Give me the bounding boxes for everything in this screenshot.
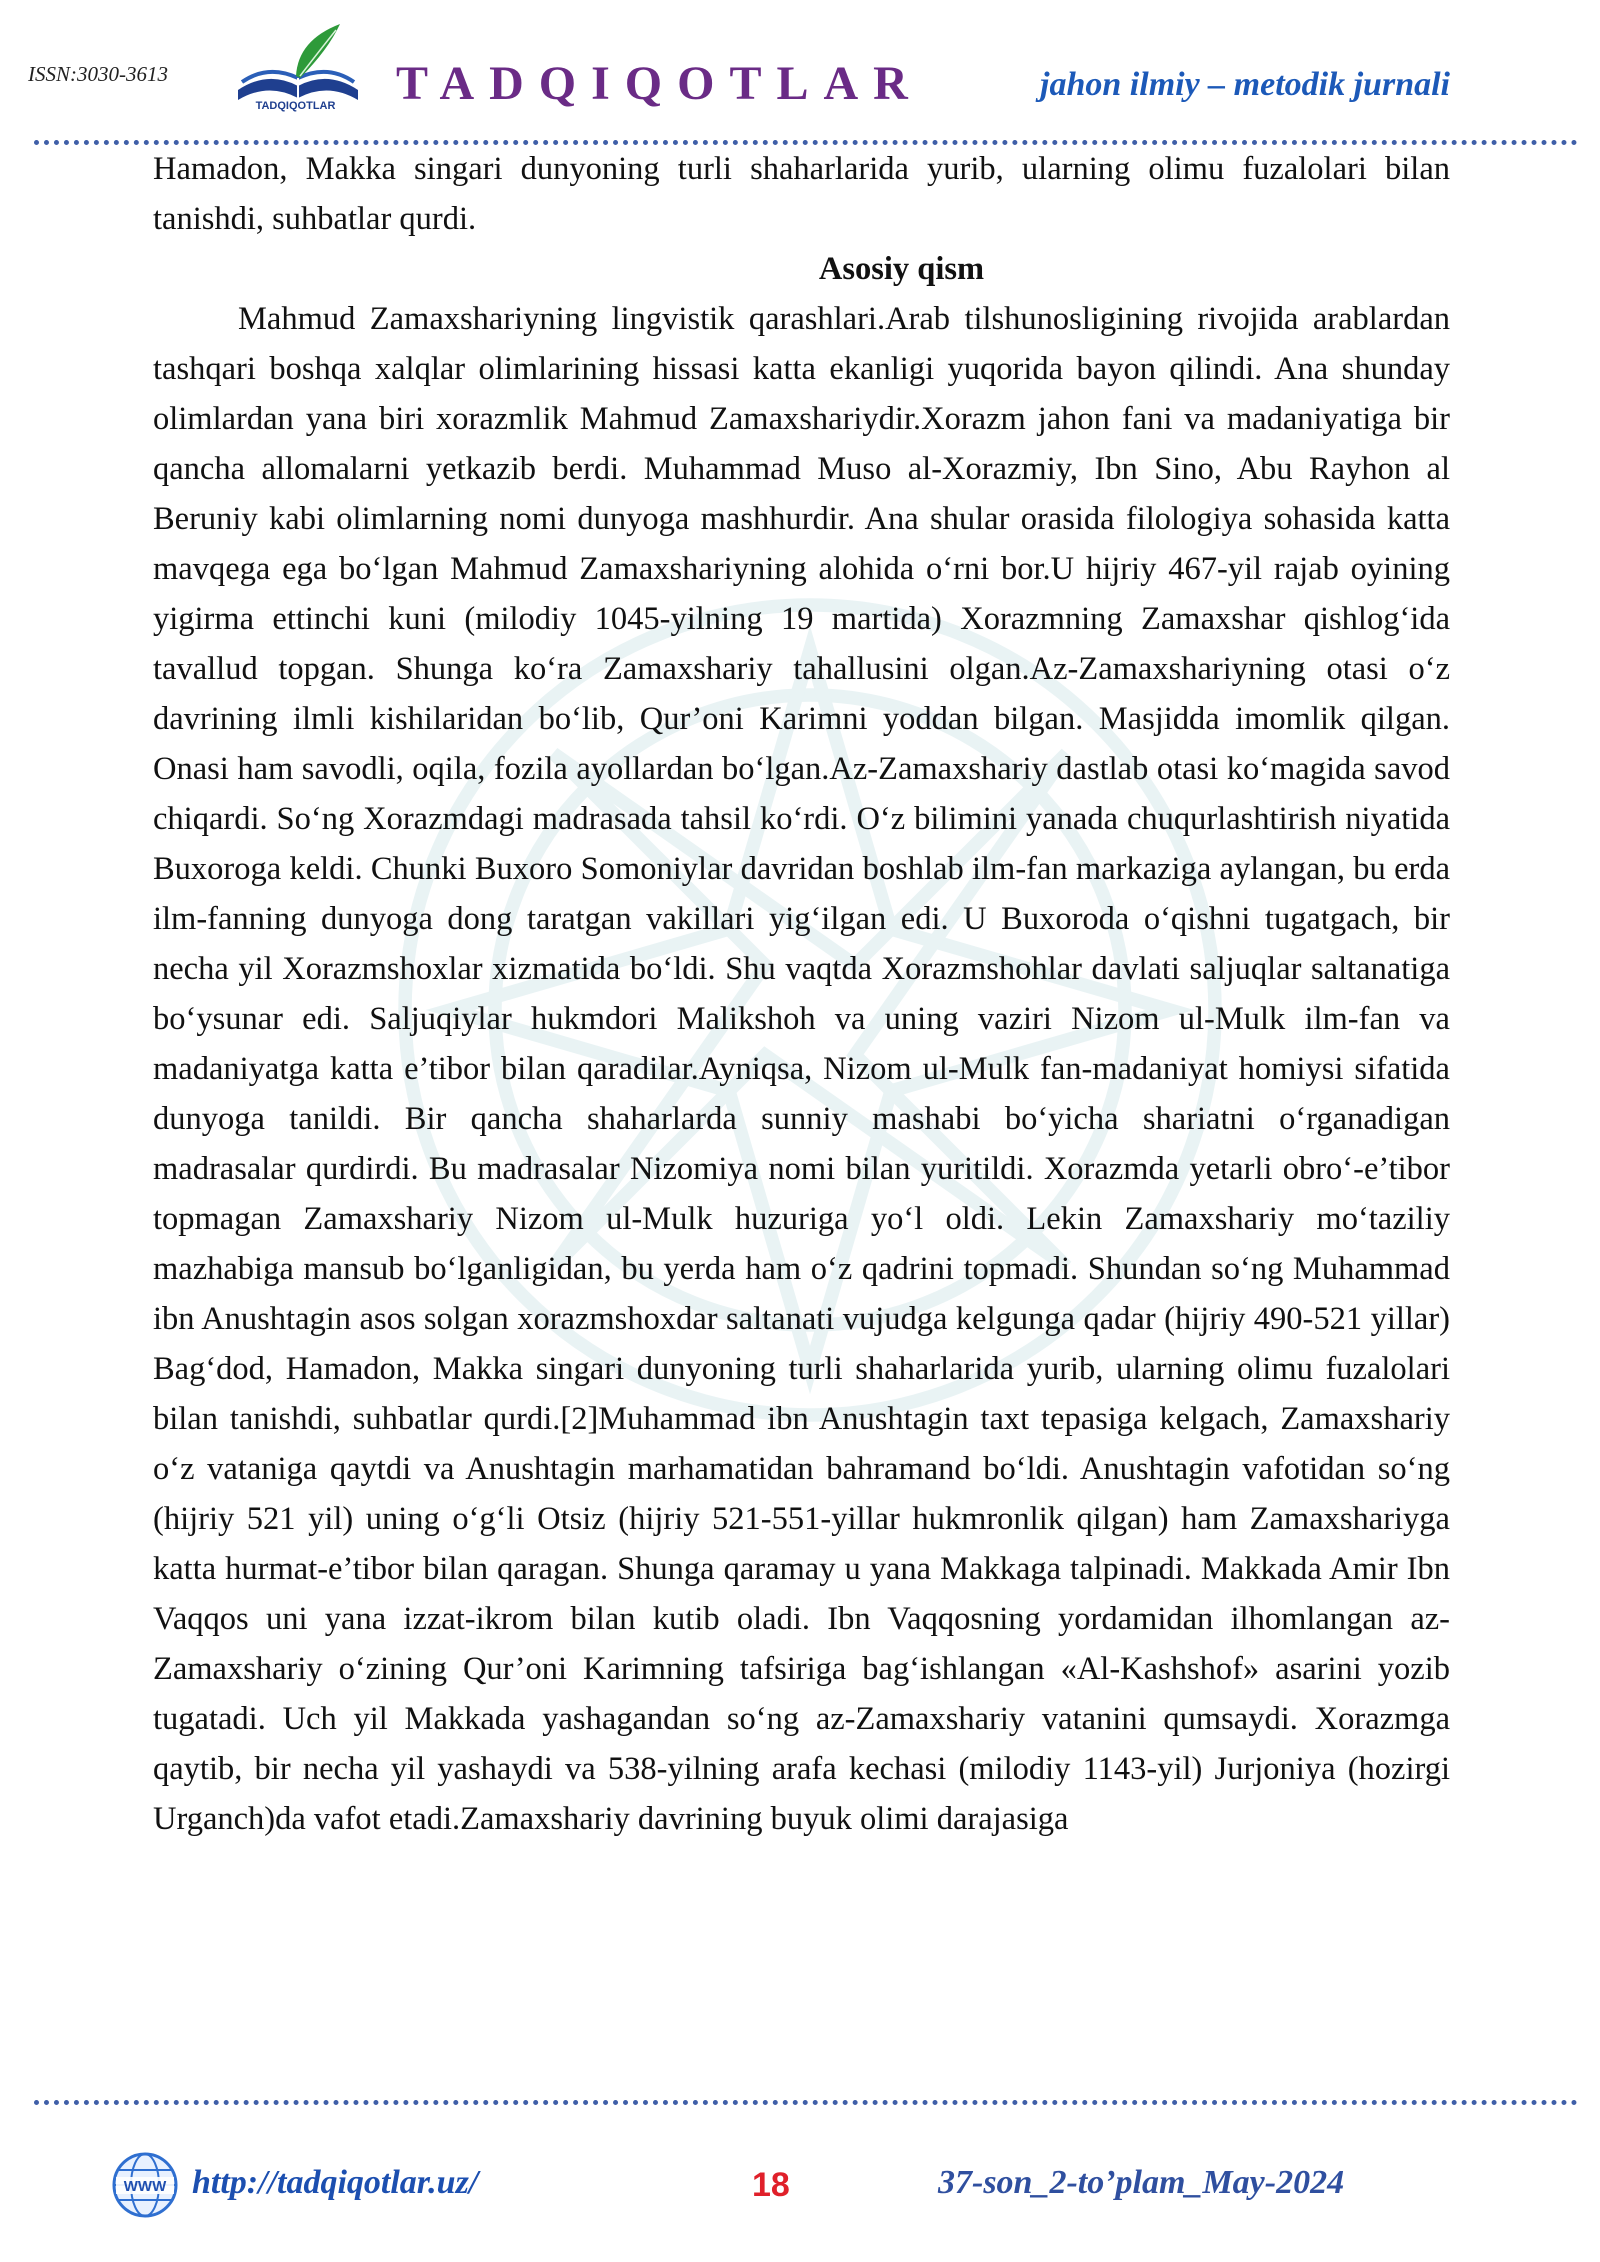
logo-caption: TADQIQOTLAR: [255, 100, 336, 112]
intro-paragraph: Hamadon, Makka singari dunyoning turli shaharlarida yurib, ularning olimu fuzalolari bilan tanishdi, suhbatlar qurdi.: [153, 151, 1450, 237]
journal-name: TADQIQOTLAR: [396, 57, 923, 110]
section-heading: Asosiy qism: [818, 251, 985, 287]
www-label: WWW: [123, 2178, 167, 2195]
issue-label: 37-son_2-to’plam_May-2024: [938, 2164, 1345, 2201]
footer-divider: [34, 2100, 1578, 2105]
page-number: 18: [752, 2166, 790, 2204]
www-globe-icon: [110, 2150, 180, 2220]
issn: ISSN:3030-3613: [28, 62, 168, 86]
main-paragraph: Mahmud Zamaxshariyning lingvistik qarashlari.Arab tilshunosligining rivojida arablardan tashqari boshqa xalqlar olimlarining hissasi katta ekanligi yuqorida bayon qilindi. Ana shunday olimlardan yana biri xorazmlik Mahmud Zamaxshariydir.Xorazm jahon fani va madaniyatiga bir qancha allomalarni yetkazib berdi. Muhammad Muso al-Xorazmiy, Ibn Sino, Abu Rayhon al Beruniy kabi olimlarning nomi dunyoga mashhurdir. Ana shular orasida filologiya sohasida katta mavqega ega bo‘lgan Mahmud Zamaxshariyning alohida o‘rni bor.U hijriy 467-yil rajab oyining yigirma ettinchi kuni (milodiy 1045-yilning 19 martida) Xorazmning Zamaxshar qishlog‘ida tavallud topgan. Shunga ko‘ra Zamaxshariy tahallusini olgan.Az-Zamaxshariyning otasi o‘z davrining ilmli kishilaridan bo‘lib, Qur’oni Karimni yoddan bilgan. Masjidda imomlik qilgan. Onasi ham savodli, oqila, fozila ayollardan bo‘lgan.Az-Zamaxshariy dastlab otasi ko‘magida savod chiqardi. So‘ng Xorazmdagi madrasada tahsil ko‘rdi. O‘z bilimini yanada chuqurlashtirish niyatida Buxoroga keldi. Chunki Buxoro Somoniylar davridan boshlab ilm-fan markaziga aylangan, bu erda ilm-fanning dunyoga dong taratgan vakillari yig‘ilgan edi. U Buxoroda o‘qishni tugatgach, bir necha yil Xorazmshoxlar xizmatida bo‘ldi. Shu vaqtda Xorazmshohlar davlati saljuqlar saltanatiga bo‘ysunar edi. Saljuqiylar hukmdori Malikshoh va uning vaziri Nizom ul-Mulk ilm-fan va madaniyatga katta e’tibor bilan qaradilar.Ayniqsa, Nizom ul-Mulk fan-madaniyat homiysi sifatida dunyoga tanildi. Bir qancha shaharlarda sunniy mashabi bo‘yicha shariatni o‘rganadigan madrasalar qurdirdi. Bu madrasalar Nizomiya nomi bilan yuritildi. Xorazmda yetarli obro‘-e’tibor topmagan Zamaxshariy Nizom ul-Mulk huzuriga yo‘l oldi. Lekin Zamaxshariy mo‘taziliy mazhabiga mansub bo‘lganligidan, bu yerda ham o‘z qadrini topmadi. Shundan so‘ng Muhammad ibn Anushtagin asos solgan xorazmshoxdar saltanati vujudga kelgunga qadar (hijriy 490-521 yillar) Bag‘dod, Hamadon, Makka singari dunyoning turli shaharlarida yurib, ularning olimu fuzalolari bilan tanishdi, suhbatlar qurdi.[2]Muhammad ibn Anushtagin taxt tepasiga kelgach, Zamaxshariy o‘z vataniga qaytdi va Anushtagin marhamatidan bahramand bo‘ldi. Anushtagin vafotidan so‘ng (hijriy 521 yil) uning o‘g‘li Otsiz (hijriy 521-551-yillar hukmronlik qilgan) ham Zamaxshariyga katta hurmat-e’tibor bilan qaragan. Shunga qaramay u yana Makkaga talpinadi. Makkada Amir Ibn Vaqqos uni yana izzat-ikrom bilan kutib oladi. Ibn Vaqqosning yordamidan ilhomlangan az-Zamaxshariy o‘zining Qur’oni Karimning tafsiriga bag‘ishlangan «Al-Kashshof» asarini yozib tugatadi. Uch yil Makkada yashagandan so‘ng az-Zamaxshariy vatanini qumsaydi. Xorazmga qaytib, bir necha yil yashaydi va 538-yilning arafa kechasi (milodiy 1143-yil) Jurjoniya (hozirgi Urganch)da vafot etadi.Zamaxshariy davrining buyuk olimi darajasiga: [153, 301, 1450, 1837]
article-body: [153, 144, 1450, 1844]
journal-subtitle: jahon ilmiy – metodik jurnali: [1040, 66, 1450, 103]
footer-url-link[interactable]: http://tadqiqotlar.uz/: [192, 2164, 479, 2201]
